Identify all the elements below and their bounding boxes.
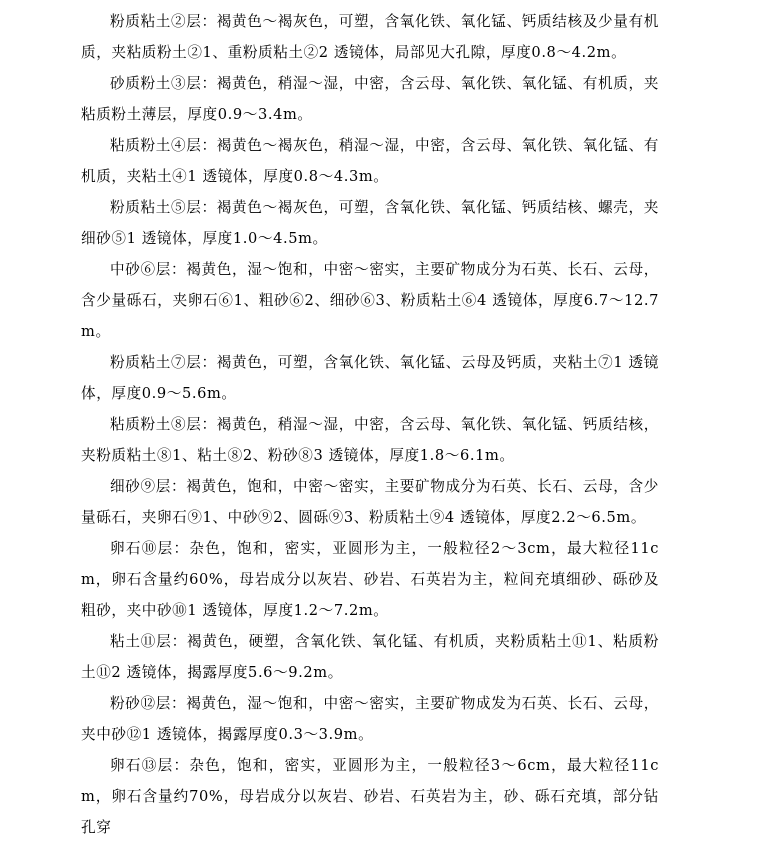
paragraph-layer-11: 粘土⑪层：褐黄色，硬塑，含氧化铁、氧化锰、有机质，夹粉质粘土⑪1、粘质粉土⑪2 透镜体，揭露厚度5.6～9.2m。 xyxy=(81,633,659,681)
paragraph-layer-10: 卵石⑩层：杂色，饱和，密实，亚圆形为主，一般粒径2～3cm，最大粒径11cm，卵石含量约60%，母岩成分以灰岩、砂岩、石英岩为主，粒间充填细砂、砾砂及粗砂，夹中砂⑩1 透镜体，厚度1.2～7.2m。 xyxy=(81,540,659,619)
paragraph-layer-3: 砂质粉土③层：褐黄色，稍湿～湿，中密，含云母、氧化铁、氧化锰、有机质，夹粘质粉土薄层，厚度0.9～3.4m。 xyxy=(81,75,659,123)
paragraph-layer-4: 粘质粉土④层：褐黄色～褐灰色，稍湿～湿，中密，含云母、氧化铁、氧化锰、有机质，夹粘土④1 透镜体，厚度0.8～4.3m。 xyxy=(81,137,659,185)
paragraph-layer-8: 粘质粉土⑧层：褐黄色，稍湿～湿，中密，含云母、氧化铁、氧化锰、钙质结核，夹粉质粘土⑧1、粘土⑧2、粉砂⑧3 透镜体，厚度1.8～6.1m。 xyxy=(81,416,659,464)
paragraph-layer-9: 细砂⑨层：褐黄色，饱和，中密～密实，主要矿物成分为石英、长石、云母，含少量砾石，夹卵石⑨1、中砂⑨2、圆砾⑨3、粉质粘土⑨4 透镜体，厚度2.2～6.5m。 xyxy=(81,478,659,526)
paragraph-layer-5: 粉质粘土⑤层：褐黄色～褐灰色，可塑，含氧化铁、氧化锰、钙质结核、螺壳，夹细砂⑤1 透镜体，厚度1.0～4.5m。 xyxy=(81,199,659,247)
paragraph-layer-7: 粉质粘土⑦层：褐黄色，可塑，含氧化铁、氧化锰、云母及钙质，夹粘土⑦1 透镜体，厚度0.9～5.6m。 xyxy=(81,354,659,402)
paragraph-layer-2: 粉质粘土②层：褐黄色～褐灰色，可塑，含氧化铁、氧化锰、钙质结核及少量有机质，夹粘质粉土②1、重粉质粘土②2 透镜体，局部见大孔隙，厚度0.8～4.2m。 xyxy=(81,13,659,61)
paragraph-layer-12: 粉砂⑫层：褐黄色，湿～饱和，中密～密实，主要矿物成发为石英、长石、云母，夹中砂⑫1 透镜体，揭露厚度0.3～3.9m。 xyxy=(81,695,659,743)
paragraph-layer-6: 中砂⑥层：褐黄色，湿～饱和，中密～密实，主要矿物成分为石英、长石、云母，含少量砾石，夹卵石⑥1、粗砂⑥2、细砂⑥3、粉质粘土⑥4 透镜体，厚度6.7～12.7m。 xyxy=(81,261,659,340)
paragraph-layer-13: 卵石⑬层：杂色，饱和，密实，亚圆形为主，一般粒径3～6cm，最大粒径11cm，卵石含量约70%，母岩成分以灰岩、砂岩、石英岩为主，砂、砾石充填，部分钻孔穿 xyxy=(81,757,659,836)
